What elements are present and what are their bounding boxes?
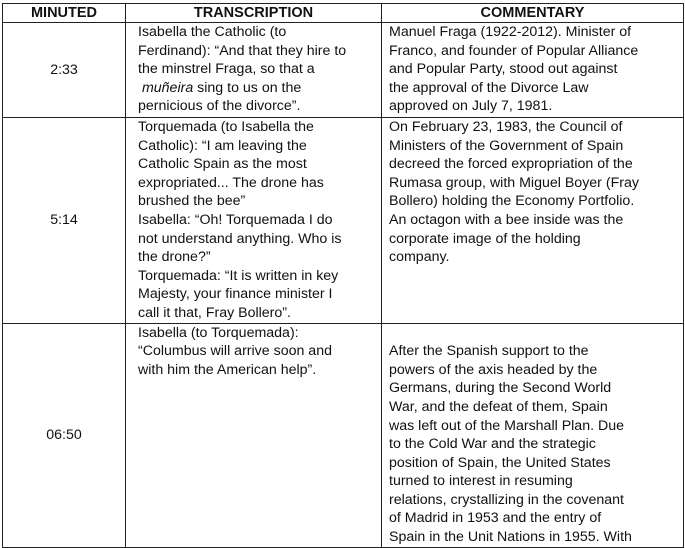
commentary-line: Ministers of the Government of Spain [389,137,624,154]
transcription-line: the minstrel Fraga, so that a [138,61,315,78]
transcription-line: Torquemada (to Isabella the [138,119,314,135]
commentary-line: and Popular Party, stood out against [389,61,618,78]
transcription-line [138,79,377,98]
commentary-line: turned to interest in resuming [389,473,573,490]
commentary-line: War, and the defeat of them, Spain [389,398,608,415]
transcription-line: Catholic): “I am leaving the [138,137,307,154]
commentary-line: Franco, and founder of Popular Alliance [389,42,639,59]
transcription-line: “Columbus will arrive soon and [138,343,332,360]
transcription-line: the drone?” [138,249,211,266]
transcription-line: Isabella: “Oh! Torquemada I do [138,211,333,228]
commentary-cell [382,118,684,324]
commentary-line [389,324,679,343]
commentary-line: company. [389,249,450,266]
commentary-line: Germans, during the Second World [389,380,612,397]
commentary-line: Rumasa group, with Miguel Boyer (Fray [389,174,639,191]
minute-cell: 5:14 [3,118,126,324]
commentary-line: corporate image of the holding [389,230,581,247]
commentary-line: decreed the forced expropriation of the [389,156,633,173]
commentary-line: the approval of the Divorce Law [389,79,589,96]
transcription-line: with him the American help”. [138,361,317,378]
minute-cell: 2:33 [3,23,126,118]
italic-term: muñeira [141,79,194,96]
transcription-line: pernicious of the divorce”. [138,98,301,115]
transcription-line: Isabella (to Torquemada): [138,324,299,341]
header-row [3,4,684,23]
table-row [3,323,684,547]
transcription-line: expropriated... The drone has [138,174,324,191]
header-transcription: TRANSCRIPTION [126,4,382,23]
transcription-cell [126,118,382,324]
header-commentary: COMMENTARY [382,4,684,23]
commentary-cell [382,323,684,547]
commentary-line: On February 23, 1983, the Council of [389,119,623,135]
transcription-line: Ferdinand): “And that they hire to [138,42,347,59]
commentary-line: Manuel Fraga (1922-2012). Minister of [389,24,632,40]
transcription-line: Torquemada: “It is written in key [138,267,339,284]
transcription-cell [126,323,382,547]
commentary-line: position of Spain, the United States [389,454,611,471]
header-minuted: MINUTED [3,4,126,23]
transcription-line: call it that, Fray Bollero”. [138,304,291,321]
commentary-line: An octagon with a bee inside was the [389,211,624,228]
commentary-line: to the Cold War and the strategic [389,436,596,453]
transcription-line: not understand anything. Who is [138,230,342,247]
commentary-line: After the Spanish support to the [389,343,589,360]
commentary-line: relations, crystallizing in the covenant [389,491,625,508]
commentary-cell [382,23,684,118]
transcription-line: Majesty, your finance minister I [138,286,333,303]
transcription-table [2,3,684,548]
minute-cell: 06:50 [3,323,126,547]
transcription-line: Catholic Spain as the most [138,156,307,173]
commentary-line: approved on July 7, 1981. [389,98,553,115]
transcription-line: Isabella the Catholic (to [138,24,287,40]
transcription-cell [126,23,382,118]
commentary-line: Bollero) holding the Economy Portfolio. [389,193,635,210]
table-row [3,118,684,324]
transcription-line: brushed the bee” [138,193,246,210]
transcription-text: sing to us on the [193,79,302,96]
commentary-line: powers of the axis headed by the [389,361,598,378]
table-row [3,23,684,118]
commentary-line: was left out of the Marshall Plan. Due [389,417,625,434]
commentary-line: Spain in the Unit Nations in 1955. With [389,529,632,546]
commentary-line: of Madrid in 1953 and the entry of [389,510,602,527]
